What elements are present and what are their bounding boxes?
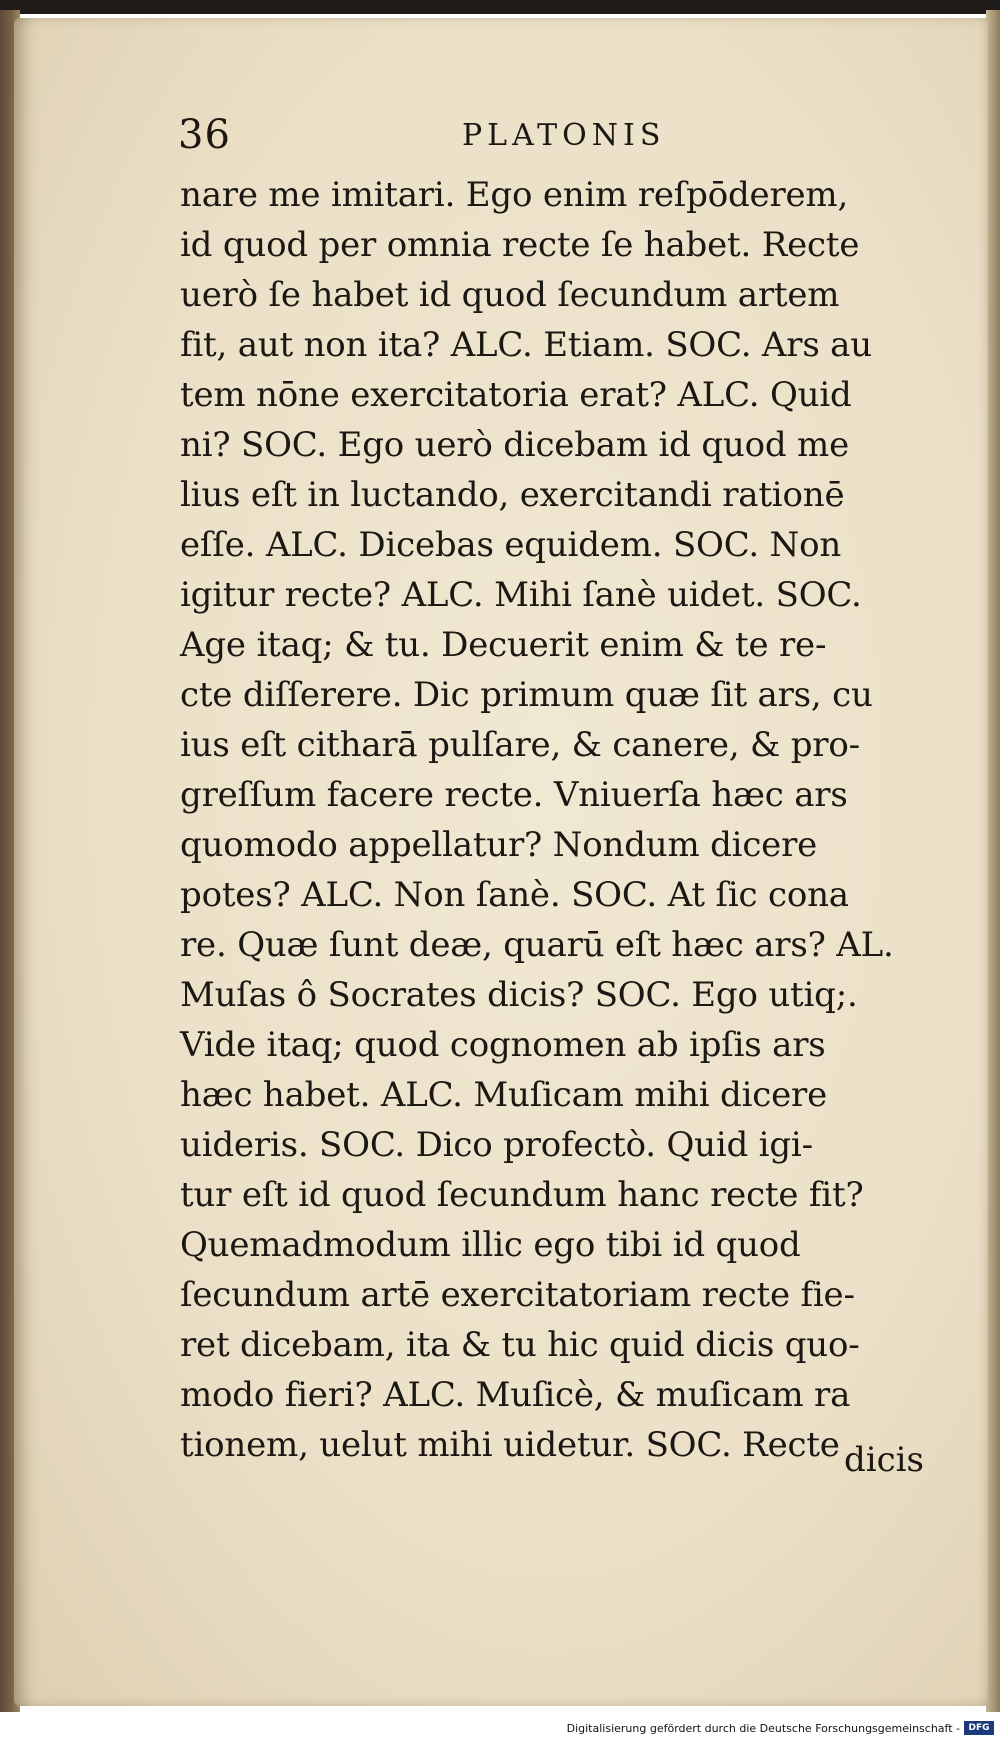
top-edge — [0, 0, 1000, 14]
text-line: greſſum facere recte. Vniuerſa hæc ars — [180, 775, 848, 815]
text-line: Muſas ô Socrates dicis? SOC. Ego utiq;. — [180, 975, 858, 1015]
text-line: tionem, uelut mihi uidetur. SOC. Recte — [180, 1425, 840, 1465]
text-line: Vide itaq; quod cognomen ab ipſis ars — [180, 1025, 826, 1065]
page-number: 36 — [178, 112, 231, 158]
text-line: eſſe. ALC. Dicebas equidem. SOC. Non — [180, 525, 842, 565]
text-line: tur eſt id quod ſecundum hanc recte fit? — [180, 1175, 864, 1215]
text-line: tem nōne exercitatoria erat? ALC. Quid — [180, 375, 852, 415]
text-line: modo fieri? ALC. Muſicè, & muſicam ra — [180, 1375, 851, 1415]
text-line: lius eſt in luctando, exercitandi rationē — [180, 475, 845, 515]
running-head: PLATONIS — [462, 118, 666, 153]
text-line: potes? ALC. Non ſanè. SOC. At ſic cona — [180, 875, 849, 915]
text-line: ius eſt citharā pulſare, & canere, & pro- — [180, 725, 860, 765]
text-line: fit, aut non ita? ALC. Etiam. SOC. Ars au — [180, 325, 872, 365]
text-line: hæc habet. ALC. Muſicam mihi dicere — [180, 1075, 827, 1115]
dfg-logo: DFG — [964, 1721, 994, 1735]
text-line: re. Quæ ſunt deæ, quarū eſt hæc ars? AL. — [180, 925, 894, 965]
text-line: Age itaq; & tu. Decuerit enim & te re- — [180, 625, 827, 665]
text-line: igitur recte? ALC. Mihi ſanè uidet. SOC. — [180, 575, 862, 615]
digitization-credit: Digitalisierung gefördert durch die Deutsche Forschungsgemeinschaft - — [566, 1722, 960, 1735]
text-line: id quod per omnia recte ſe habet. Recte — [180, 225, 860, 265]
text-line: ſecundum artē exercitatoriam recte fie- — [180, 1275, 855, 1315]
text-line: uideris. SOC. Dico profectò. Quid igi- — [180, 1125, 813, 1165]
body-text — [180, 170, 950, 1470]
text-line: quomodo appellatur? Nondum dicere — [180, 825, 818, 865]
text-line: cte diſſerere. Dic primum quæ ſit ars, cu — [180, 675, 873, 715]
text-line: ni? SOC. Ego uerò dicebam id quod me — [180, 425, 849, 465]
catchword: dicis — [844, 1440, 925, 1480]
text-line: ret dicebam, ita & tu hic quid dicis quo- — [180, 1325, 860, 1365]
text-line: uerò ſe habet id quod ſecundum artem — [180, 275, 840, 315]
text-line: nare me imitari. Ego enim reſpōderem, — [180, 175, 849, 215]
book-cover-right — [986, 10, 1000, 1715]
text-line: Quemadmodum illic ego tibi id quod — [180, 1225, 801, 1265]
